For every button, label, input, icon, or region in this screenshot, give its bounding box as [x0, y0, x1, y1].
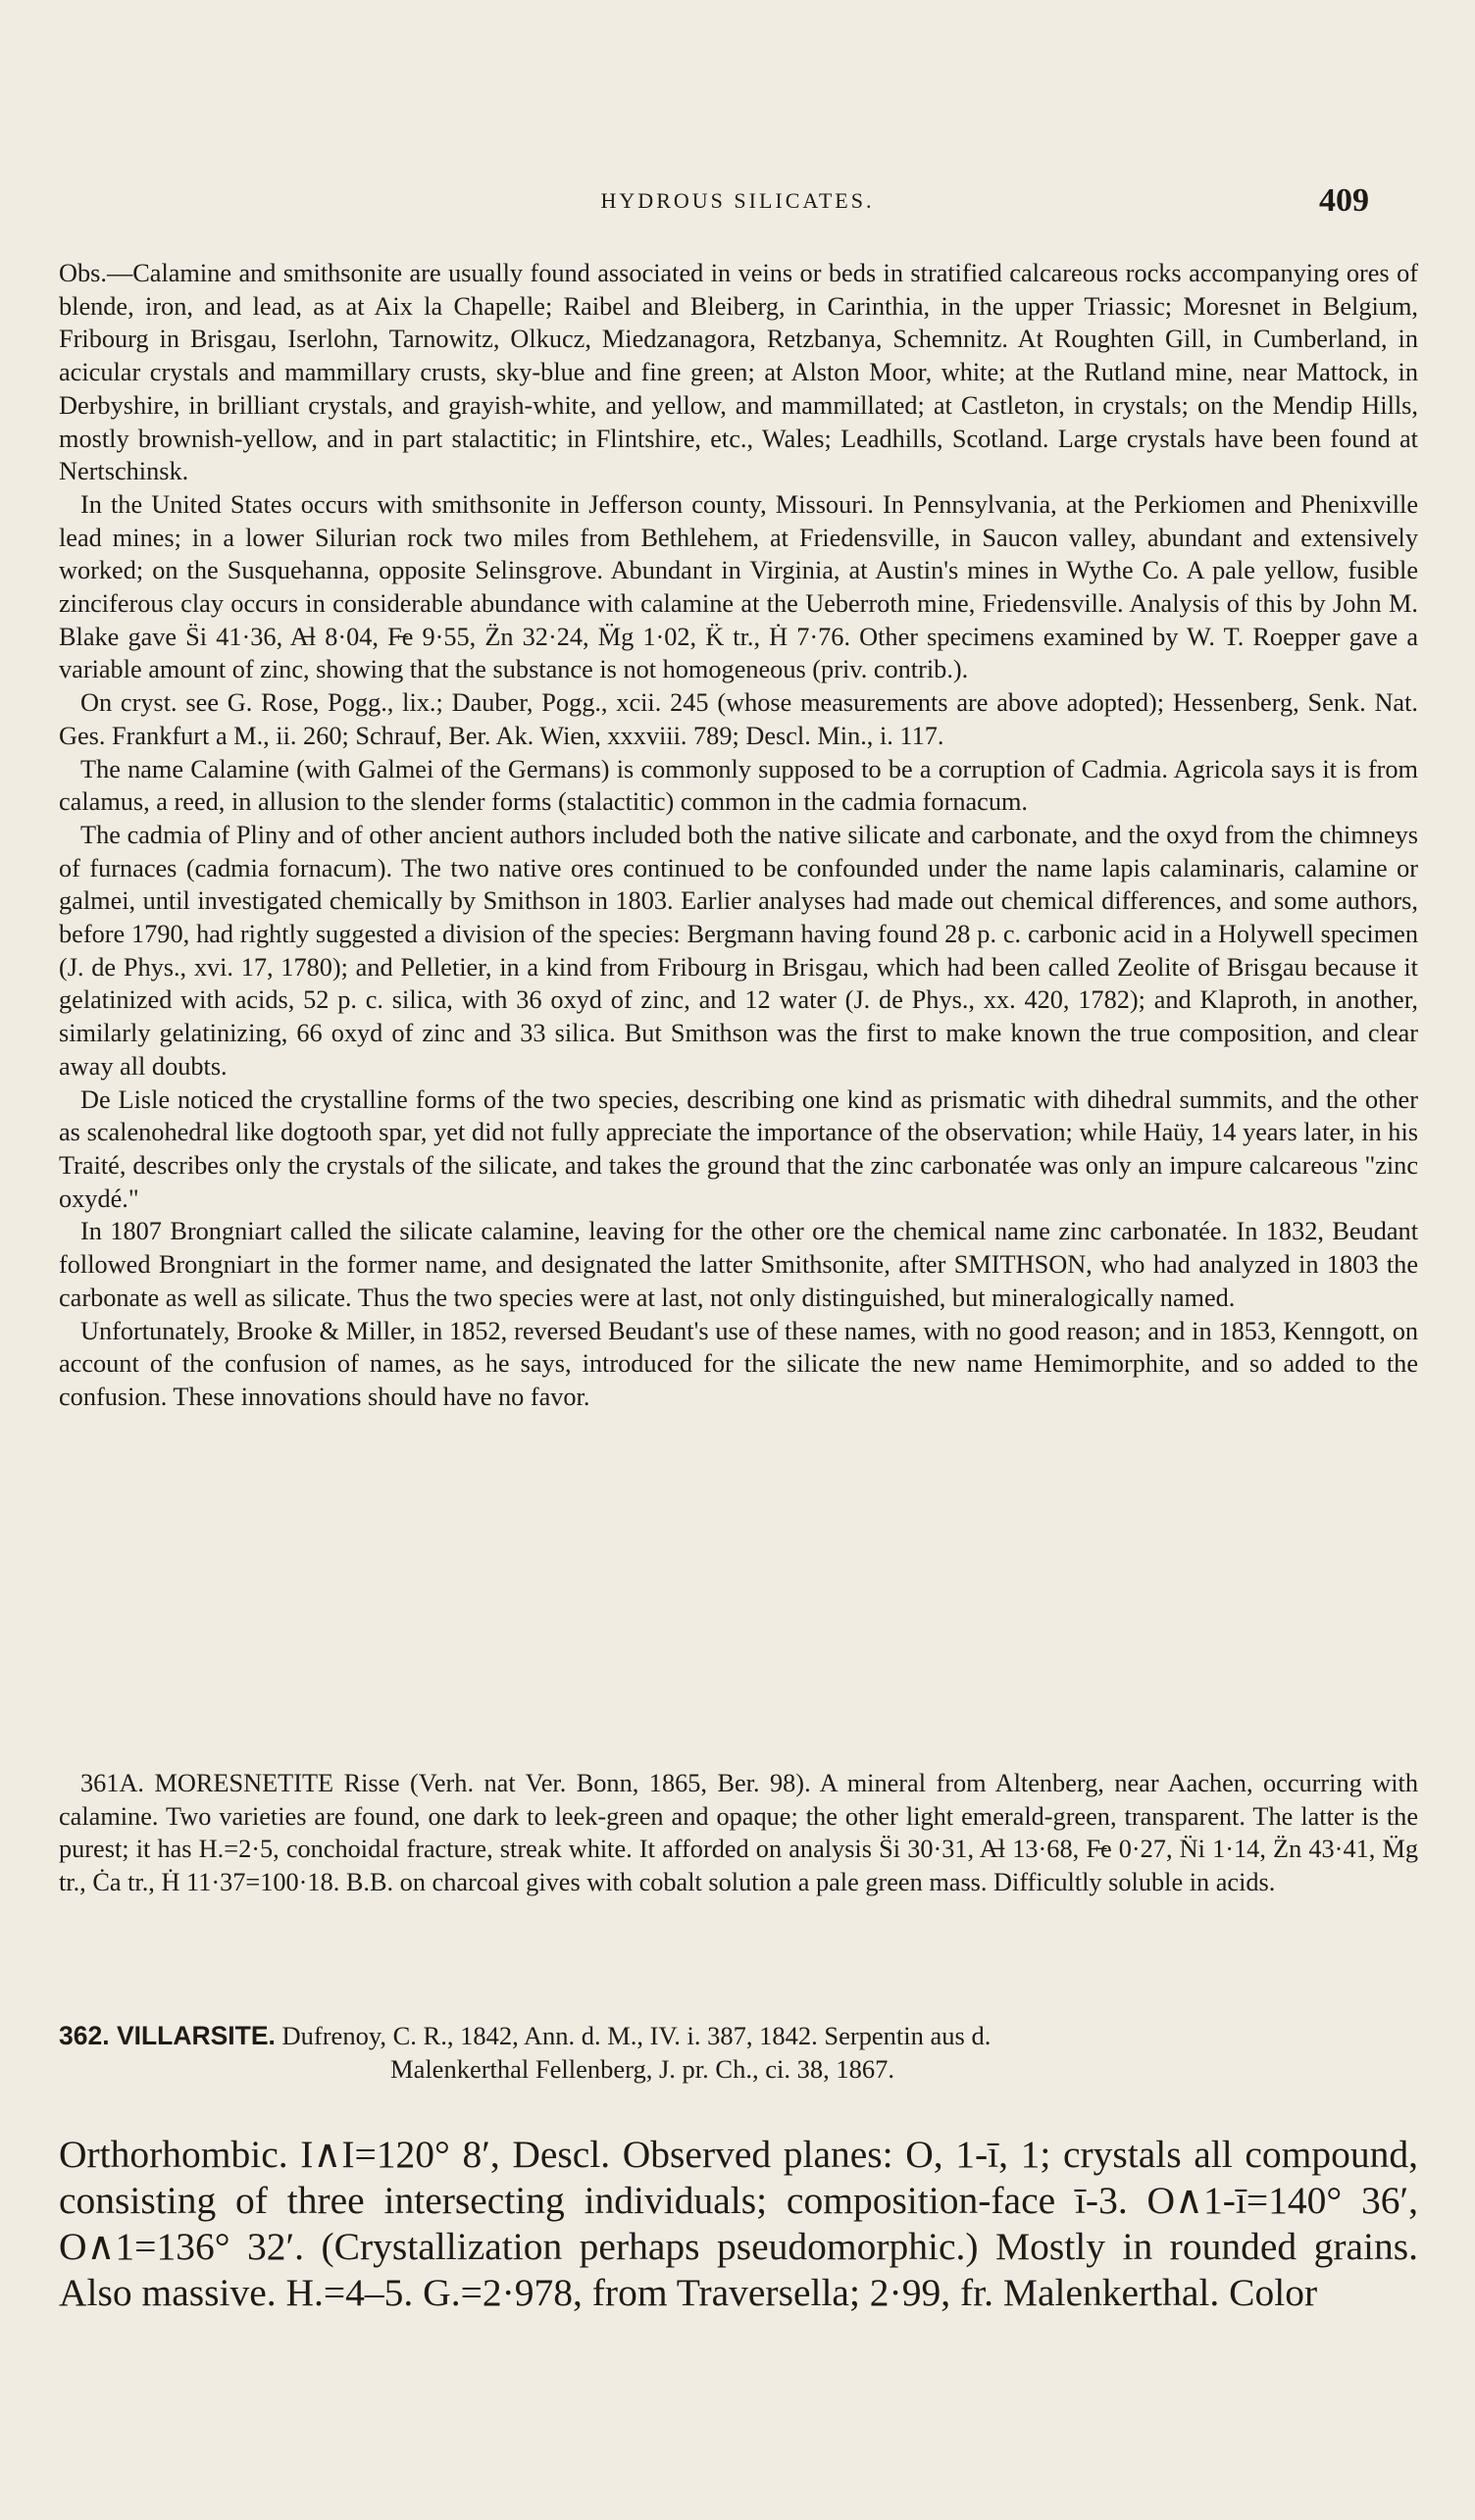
- page-number: 409: [1319, 182, 1369, 219]
- paragraph-cadmia-history: The cadmia of Pliny and of other ancient authors included both the native silicate and carbonate, and the oxyd from the chimneys of furnaces (cadmia fornacum). The two native ores continued to be confounded under the name lapis calaminaris, calamine or galmei, until investigated chemically by Smithson in 1803. Earlier analyses had made out chemical differences, and some authors, before 1790, had rightly suggested a division of the species: Bergmann having found 28 p. c. carbonic acid in a Holywell specimen (J. de Phys., xvi. 17, 1780); and Pelletier, in a kind from Fribourg in Brisgau, which had been called Zeolite of Brisgau because it gelatinized with acids, 52 p. c. silica, with 36 oxyd of zinc, and 12 water (J. de Phys., xx. 420, 1782); and Klaproth, in another, similarly gelatinizing, 66 oxyd of zinc and 33 silica. But Smithson was the first to make known the true composition, and clear away all doubts.: [59, 820, 1418, 1081]
- paragraph-de-lisle: De Lisle noticed the crystalline forms of the two species, describing one kind as prismatic with dihedral summits, and the other as scalenohedral like dogtooth spar, yet did not fully appreciate the importance of the observation; while Haüy, 14 years later, in his Traité, describes only the crystals of the silicate, and takes the ground that the zinc carbonatée was only an impure calcareous "zinc oxydé.": [59, 1084, 1418, 1213]
- villarsite-heading: [59, 2020, 1418, 2053]
- running-title: HYDROUS SILICATES.: [600, 188, 875, 213]
- paragraph-united-states: In the United States occurs with smithsonite in Jefferson county, Missouri. In Pennsylvania, at the Perkiomen and Phenixville lead mines; in a lower Silurian rock two miles from Bethlehem, at Friedensville, in Saucon valley, abundant and extensively worked; on the Susquehanna, opposite Selinsgrove. Abundant in Virginia, at Austin's mines in Wythe Co. A pale yellow, fusible zinciferous clay occurs in considerable abundance with calamine at the Ueberroth mine, Friedensville. Analysis of this by John M. Blake gave S̈i 41·36, A̶l 8·04, F̶e 9·55, Z̈n 32·24, M̈g 1·02, K̈ tr., Ḣ 7·76. Other specimens examined by W. T. Roepper gave a variable amount of zinc, showing that the substance is not homogeneous (priv. contrib.).: [59, 489, 1418, 684]
- paragraph-nomenclature: Unfortunately, Brooke & Miller, in 1852, reversed Beudant's use of these names, with no good reason; and in 1853, Kenngott, on account of the confusion of names, as he says, introduced for the silicate the new name Hemimorphite, and so added to the confusion. These innovations should have no favor.: [59, 1316, 1418, 1411]
- villarsite-description: [59, 2132, 1418, 2316]
- paragraph-brongniart: In 1807 Brongniart called the silicate calamine, leaving for the other ore the chemical name zinc carbonatée. In 1832, Beudant followed Brongniart in the former name, and designated the latter Smithsonite, after SMITHSON, who had analyzed in 1803 the carbonate as well as silicate. Thus the two species were at last, not only distinguished, but mineralogically named.: [59, 1217, 1418, 1312]
- page-header: [0, 182, 1475, 222]
- paragraph-crystallography-refs: On cryst. see G. Rose, Pogg., lix.; Dauber, Pogg., xcii. 245 (whose measurements are above adopted); Hessenberg, Senk. Nat. Ges. Frankfurt a M., ii. 260; Schrauf, Ber. Ak. Wien, xxxviii. 789; Descl. Min., i. 117.: [59, 688, 1418, 750]
- villarsite-refs-line-2: Malenkerthal Fellenberg, J. pr. Ch., ci. 38, 1867.: [390, 2053, 894, 2084]
- villarsite-description-text: Orthorhombic. I∧I=120° 8′, Descl. Observed planes: O, 1-ī, 1; crystals all compound, consisting of three intersecting individuals; composition-face ī-3. O∧1-ī=140° 36′, O∧1=136° 32′. (Crystallization perhaps pseudomorphic.) Mostly in rounded grains. Also massive. H.=4–5. G.=2·978, from Traversella; 2·99, fr. Malenkerthal. Color: [59, 2133, 1418, 2314]
- calamine-observations: [59, 257, 1418, 1414]
- villarsite-refs-line-1: Dufrenoy, C. R., 1842, Ann. d. M., IV. i. 387, 1842. Serpentin aus d.: [281, 2021, 992, 2050]
- villarsite-label: 362. VILLARSITE.: [59, 2021, 276, 2050]
- entry-villarsite: [59, 2020, 1418, 2086]
- paragraph-name-origin: The name Calamine (with Galmei of the Germans) is commonly supposed to be a corruption of Cadmia. Agricola says it is from calamus, a reed, in allusion to the slender forms (stalactitic) common in the cadmia fornacum.: [59, 754, 1418, 817]
- paragraph-occurrence: Obs.—Calamine and smithsonite are usually found associated in veins or beds in stratified calcareous rocks accompanying ores of blende, iron, and lead, as at Aix la Chapelle; Raibel and Bleiberg, in Carinthia, in the upper Triassic; Moresnet in Belgium, Fribourg in Brisgau, Iserlohn, Tarnowitz, Olkucz, Miedzanagora, Retzbanya, Schemnitz. At Roughten Gill, in Cumberland, in acicular crystals and mammillary crusts, sky-blue and fine green; at Alston Moor, white; at the Rutland mine, near Mattock, in Derbyshire, in brilliant crystals, and grayish-white, and yellow, and mammillated; at Castleton, in crystals; on the Mendip Hills, mostly brownish-yellow, and in part stalactitic; in Flintshire, etc., Wales; Leadhills, Scotland. Large crystals have been found at Nertschinsk.: [59, 259, 1418, 486]
- entry-moresnetite: [59, 1767, 1418, 1899]
- moresnetite-text: 361A. MORESNETITE Risse (Verh. nat Ver. Bonn, 1865, Ber. 98). A mineral from Altenberg, near Aachen, occurring with calamine. Two varieties are found, one dark to leek-green and opaque; the other light emerald-green, transparent. The latter is the purest; it has H.=2·5, conchoidal fracture, streak white. It afforded on analysis S̈i 30·31, A̶l 13·68, F̶e 0·27, N̈i 1·14, Z̈n 43·41, M̈g tr., Ċa tr., Ḣ 11·37=100·18. B.B. on charcoal gives with cobalt solution a pale green mass. Difficultly soluble in acids.: [59, 1769, 1418, 1897]
